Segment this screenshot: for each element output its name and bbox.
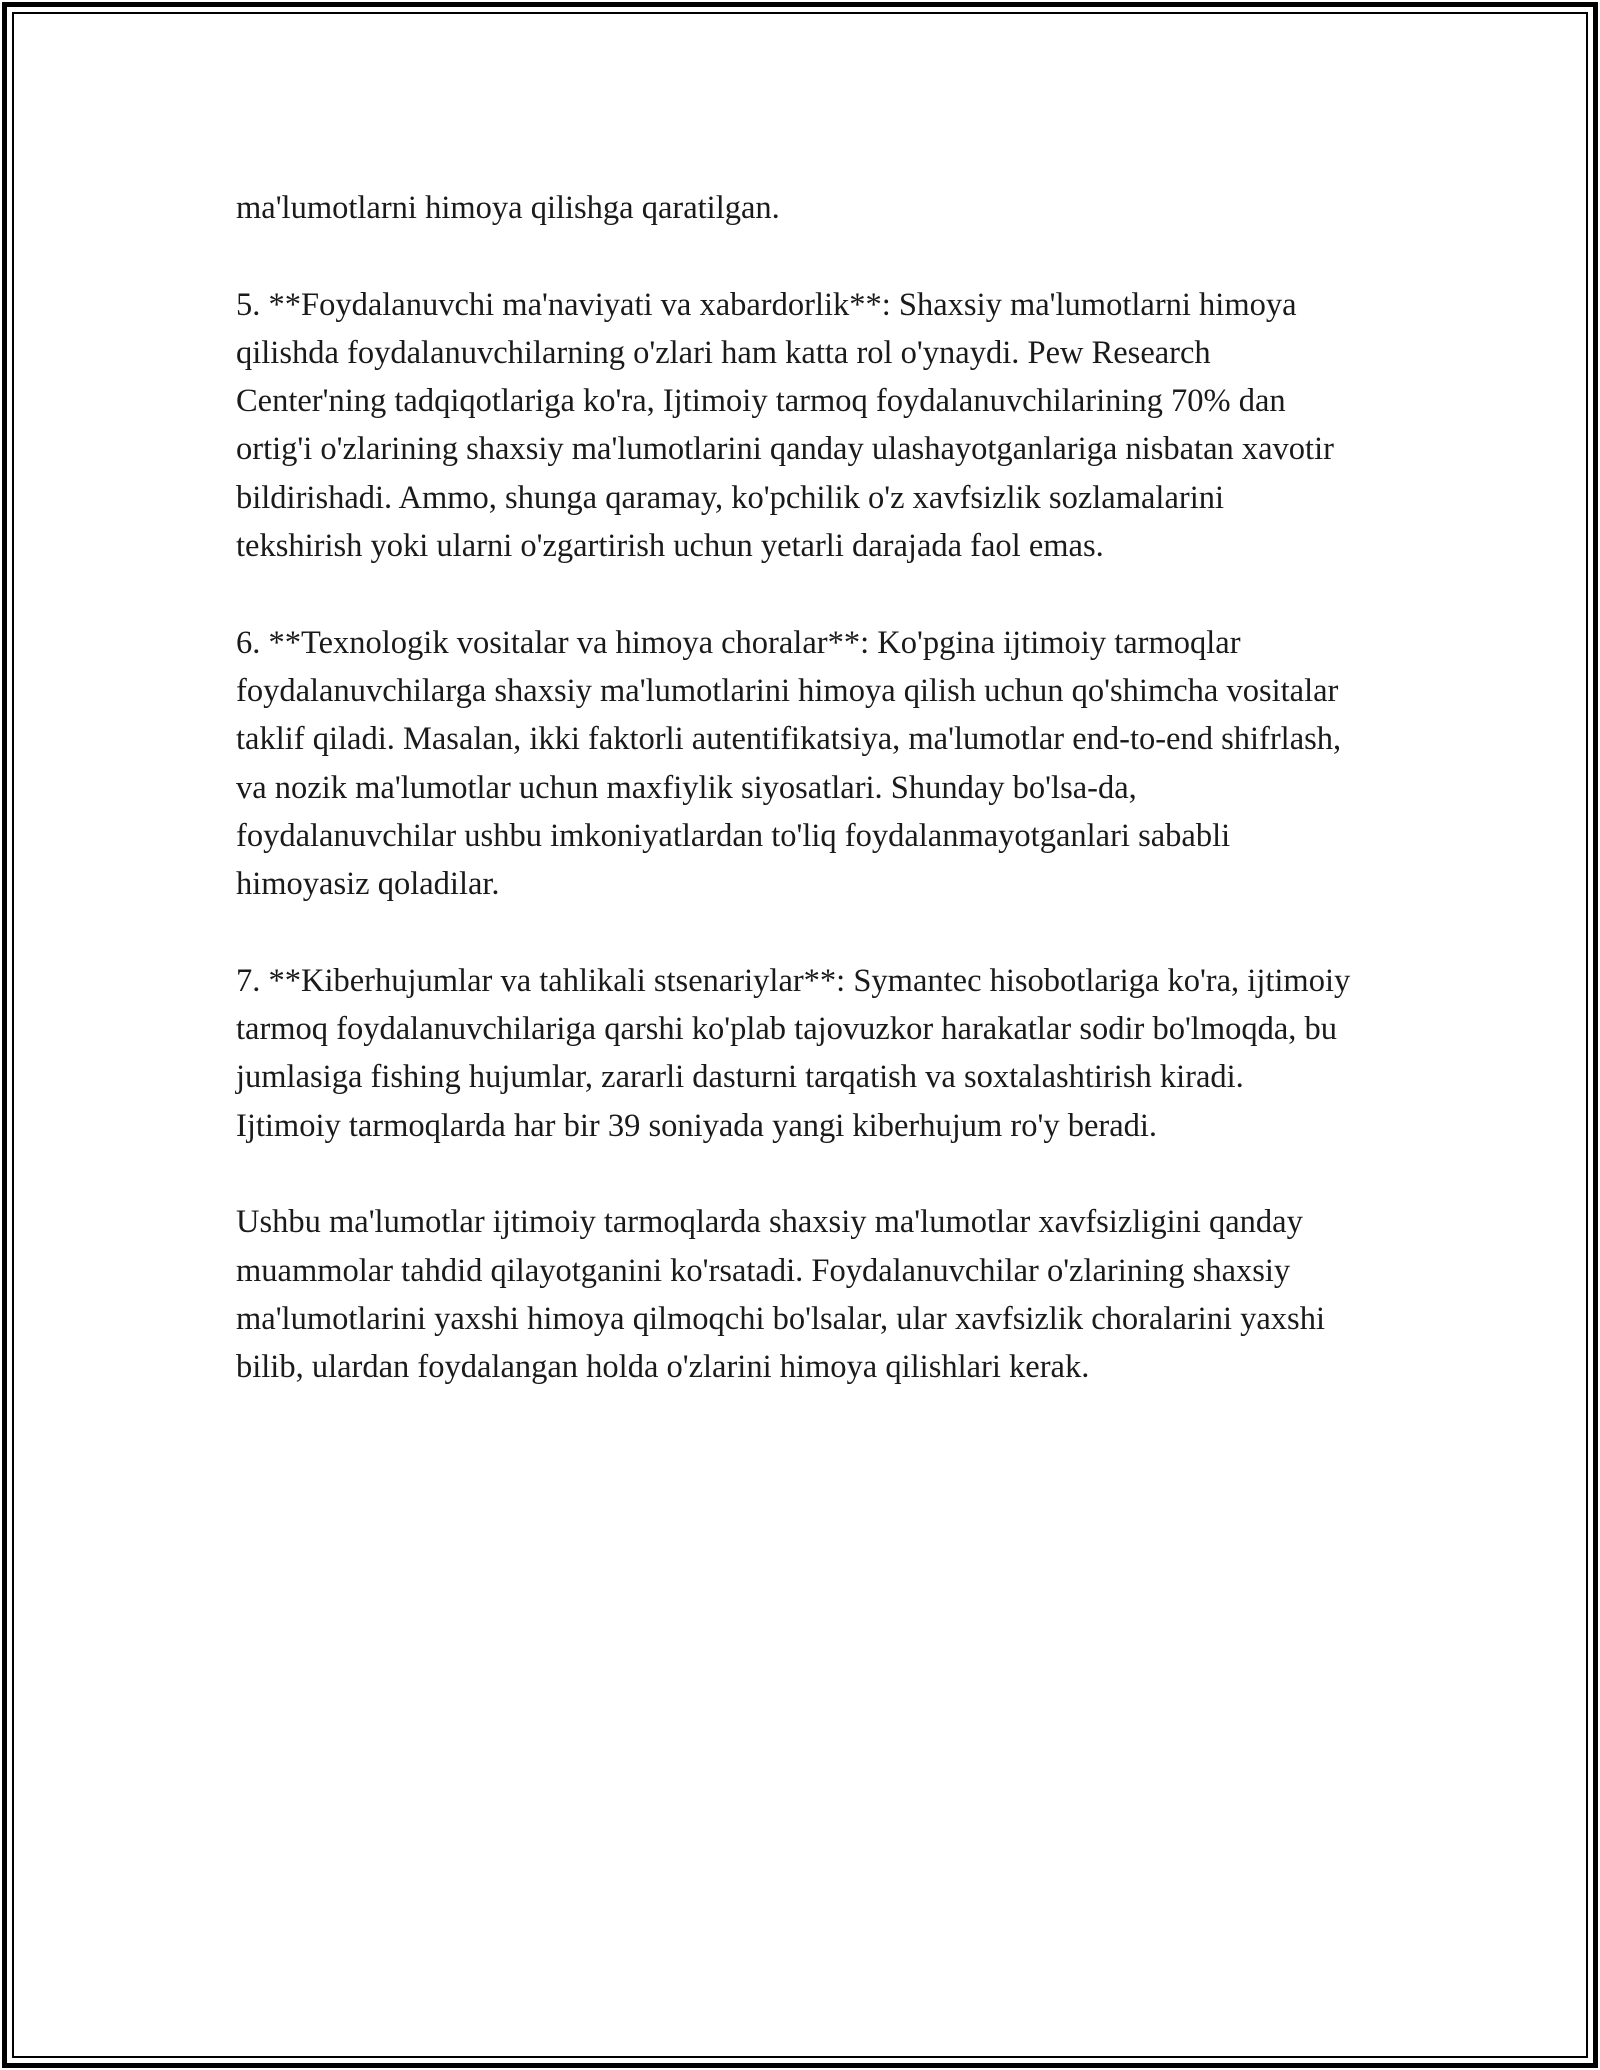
paragraph-item-7: 7. **Kiberhujumlar va tahlikali stsenariylar**: Symantec hisobotlariga ko'ra, ijtimoiy tarmoq foydalanuvchilariga qarshi ko'plab tajovuzkor harakatlar sodir bo'lmoqda, bu jumlasiga fishing hujumlar, zararli dasturni tarqatish va soxtalashtirish kiradi. Ijtimoiy tarmoqlarda har bir 39 soniyada yangi kiberhujum ro'y beradi. <box>236 962 1351 1144</box>
paragraph-continuation: ma'lumotlarni himoya qilishga qaratilgan. <box>236 190 780 226</box>
paragraph-conclusion: Ushbu ma'lumotlar ijtimoiy tarmoqlarda shaxsiy ma'lumotlar xavfsizligini qanday muammolar tahdid qilayotganini ko'rsatadi. Foydalanuvchilar o'zlarining shaxsiy ma'lumotlarini yaxshi himoya qilmoqchi bo'lsalar, ular xavfsizlik choralarini yaxshi bilib, ulardan foydalangan holda o'zlarini himoya qilishlari kerak. <box>236 1204 1325 1386</box>
paragraph-item-6: 6. **Texnologik vositalar va himoya choralar**: Ko'pgina ijtimoiy tarmoqlar foydalanuvchilarga shaxsiy ma'lumotlarini himoya qilish uchun qo'shimcha vositalar taklif qiladi. Masalan, ikki faktorli autentifikatsiya, ma'lumotlar end-to-end shifrlash, va nozik ma'lumotlar uchun maxfiylik siyosatlari. Shunday bo'lsa-da, foydalanuvchilar ushbu imkoniyatlardan to'liq foydalanmayotganlari sababli himoyasiz qoladilar. <box>236 624 1342 903</box>
document-body <box>236 184 1356 1391</box>
paragraph-item-5: 5. **Foydalanuvchi ma'naviyati va xabardorlik**: Shaxsiy ma'lumotlarni himoya qilishda foydalanuvchilarning o'zlari ham katta rol o'ynaydi. Pew Research Center'ning tadqiqotlariga ko'ra, Ijtimoiy tarmoq foydalanuvchilarining 70% dan ortig'i o'zlarining shaxsiy ma'lumotlarini qanday ulashayotganlariga nisbatan xavotir bildirishadi. Ammo, shunga qaramay, ko'pchilik o'z xavfsizlik sozlamalarini tekshirish yoki ularni o'zgartirish uchun yetarli darajada faol emas. <box>236 286 1334 565</box>
